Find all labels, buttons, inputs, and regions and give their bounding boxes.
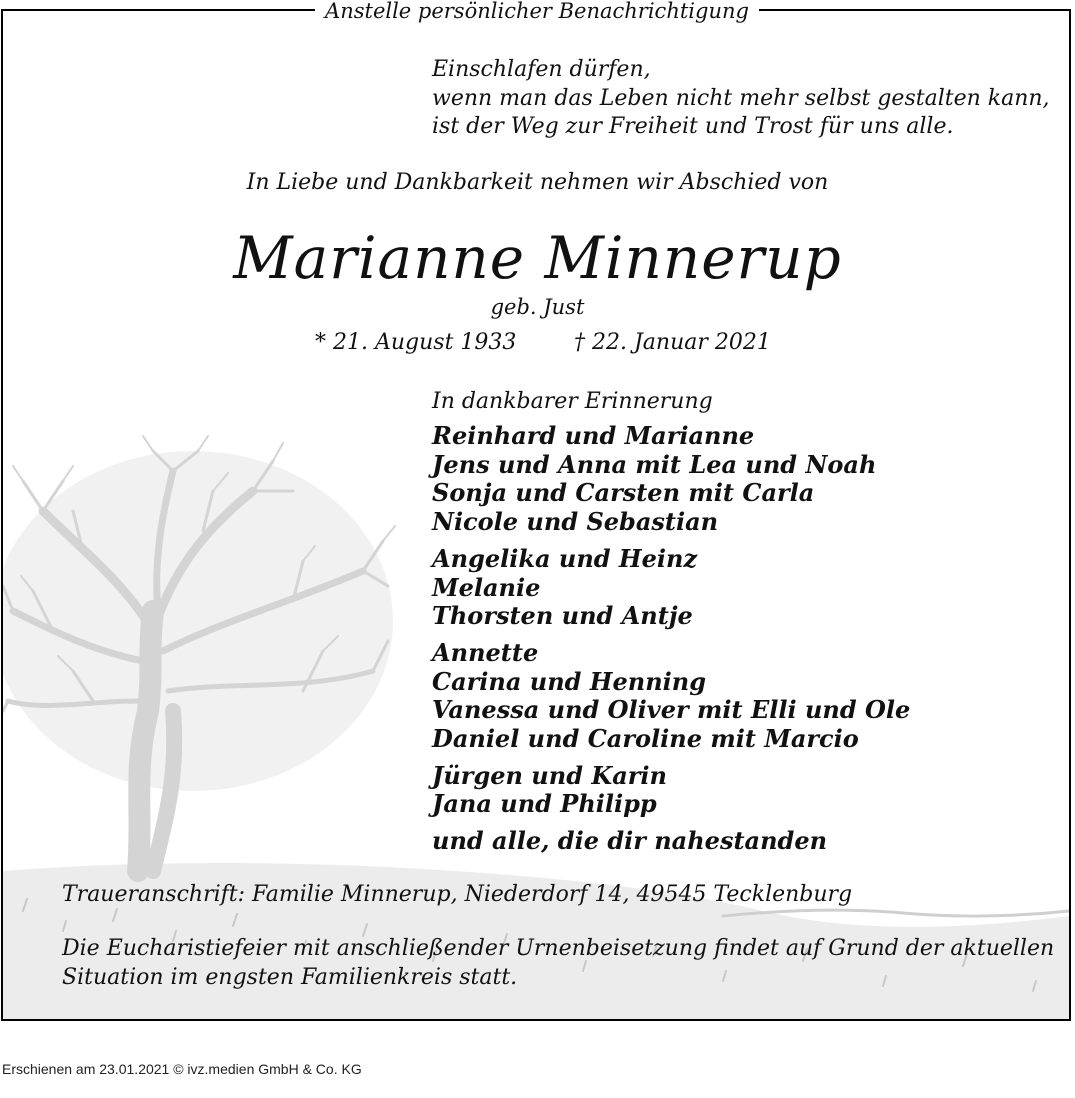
family-group — [432, 422, 910, 537]
poem — [432, 56, 1050, 142]
ceremony-notice — [62, 934, 1054, 992]
family-line: Vanessa und Oliver mit Elli und Ole — [432, 695, 911, 725]
family-line: Daniel und Caroline mit Marcio — [432, 724, 859, 754]
publication-footer: Erschienen am 23.01.2021 © ivz.medien GmbH & Co. KG — [2, 1061, 362, 1077]
family-group — [432, 639, 910, 754]
poem-line: wenn man das Leben nicht mehr selbst gestalten kann, — [432, 85, 1050, 111]
family-group — [432, 762, 910, 819]
family-line: Angelika und Heinz — [432, 543, 698, 573]
deceased-name-text: Marianne Minnerup — [233, 224, 842, 292]
maiden-name: geb. Just — [490, 295, 585, 319]
family-line: Jens und Anna mit Lea und Noah — [432, 449, 877, 479]
family-line: Thorsten und Antje — [432, 601, 693, 631]
poem-line: ist der Weg zur Freiheit und Trost für uns alle. — [432, 114, 954, 139]
notice-line: Die Eucharistiefeier mit anschließender Urnenbeisetzung findet auf Grund der aktuellen — [62, 936, 1055, 961]
intro-text: In Liebe und Dankbarkeit nehmen wir Abschied von — [246, 170, 829, 195]
family-line: Jürgen und Karin — [432, 760, 667, 790]
deceased-name — [0, 224, 1075, 292]
family-list — [432, 422, 910, 864]
header-title: Anstelle persönlicher Benachrichtigung — [325, 0, 749, 23]
family-line: Reinhard und Marianne — [432, 421, 755, 450]
birth-date: * 21. August 1933 — [315, 330, 517, 355]
notice-line: Situation im engsten Familienkreis statt. — [62, 965, 518, 990]
family-group — [432, 827, 910, 856]
family-line: Nicole und Sebastian — [432, 507, 719, 537]
family-line: Melanie — [432, 572, 541, 602]
family-line: Annette — [432, 637, 539, 667]
poem-line: Einschlafen dürfen, — [432, 57, 651, 82]
mourning-address: Traueranschrift: Familie Minnerup, Niederdorf 14, 49545 Tecklenburg — [62, 882, 853, 907]
intro-line — [0, 170, 1075, 195]
family-line: und alle, die dir nahestanden — [432, 826, 828, 856]
memory-label: In dankbarer Erinnerung — [432, 389, 713, 414]
family-line: Jana und Philipp — [432, 789, 657, 819]
death-date: † 22. Januar 2021 — [574, 330, 771, 355]
family-group — [432, 545, 910, 631]
family-line: Sonja und Carsten mit Carla — [432, 478, 815, 508]
family-line: Carina und Henning — [432, 666, 706, 696]
